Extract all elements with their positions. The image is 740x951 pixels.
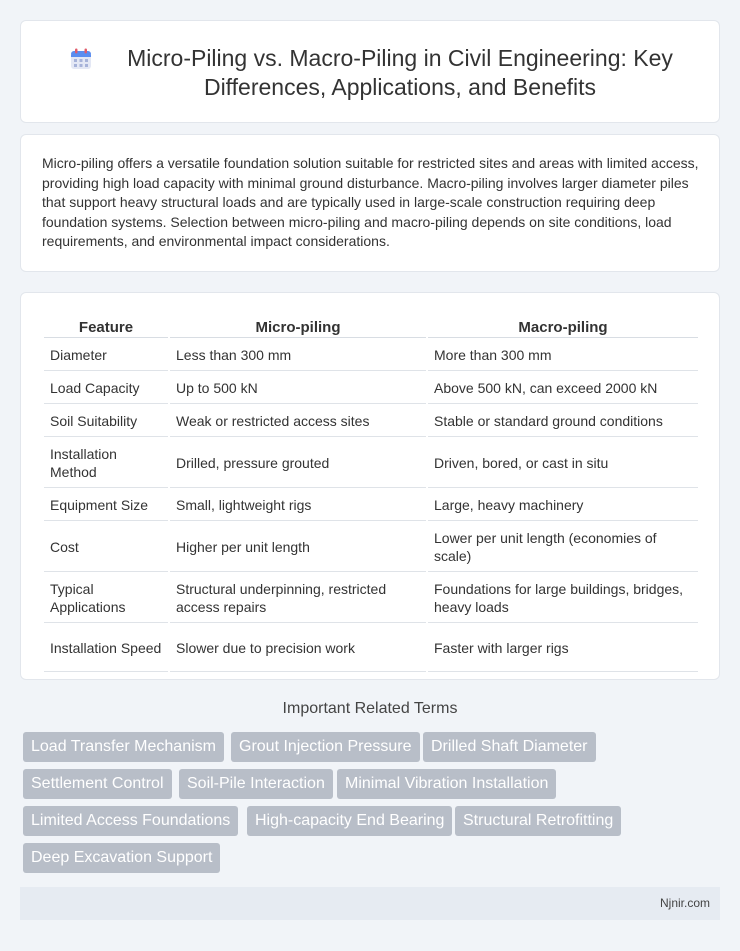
macro-cell: Lower per unit length (economies of scale) xyxy=(428,523,698,572)
micro-cell: Higher per unit length xyxy=(170,523,426,572)
calendar-icon xyxy=(69,47,93,71)
tag-load-transfer-mechanism[interactable]: Load Transfer Mechanism xyxy=(23,732,224,762)
tag-limited-access-foundations[interactable]: Limited Access Foundations xyxy=(23,806,238,836)
feature-cell: Installation Method xyxy=(44,439,168,488)
micro-cell: Up to 500 kN xyxy=(170,373,426,404)
feature-cell: Equipment Size xyxy=(44,490,168,521)
table-row xyxy=(44,439,698,488)
comparison-table-card xyxy=(20,292,720,680)
macro-cell: Large, heavy machinery xyxy=(428,490,698,521)
comparison-table xyxy=(42,314,700,674)
feature-cell: Cost xyxy=(44,523,168,572)
micro-cell: Less than 300 mm xyxy=(170,340,426,371)
tag-settlement-control[interactable]: Settlement Control xyxy=(23,769,172,799)
tag-drilled-shaft-diameter[interactable]: Drilled Shaft Diameter xyxy=(423,732,596,762)
title-card xyxy=(20,20,720,123)
table-row xyxy=(44,490,698,521)
macro-cell: More than 300 mm xyxy=(428,340,698,371)
macro-cell: Stable or standard ground conditions xyxy=(428,406,698,437)
micro-cell: Weak or restricted access sites xyxy=(170,406,426,437)
table-row xyxy=(44,340,698,371)
feature-cell: Diameter xyxy=(44,340,168,371)
page-title: Micro-Piling vs. Macro-Piling in Civil Engineering: Key Differences, Applications, and Benefits xyxy=(127,45,673,100)
table-header-row xyxy=(44,316,698,338)
table-row xyxy=(44,574,698,623)
tag-minimal-vibration-installation[interactable]: Minimal Vibration Installation xyxy=(337,769,556,799)
macro-cell: Above 500 kN, can exceed 2000 kN xyxy=(428,373,698,404)
intro-card xyxy=(20,134,720,272)
feature-cell: Soil Suitability xyxy=(44,406,168,437)
header-macro-piling: Macro-piling xyxy=(428,316,698,338)
related-terms-heading: Important Related Terms xyxy=(282,700,458,717)
feature-cell: Load Capacity xyxy=(44,373,168,404)
header-feature: Feature xyxy=(44,316,168,338)
feature-cell: Typical Applications xyxy=(44,574,168,623)
table-row xyxy=(44,406,698,437)
macro-cell: Faster with larger rigs xyxy=(428,625,698,672)
feature-cell: Installation Speed xyxy=(44,625,168,672)
tag-grout-injection-pressure[interactable]: Grout Injection Pressure xyxy=(231,732,420,762)
footer xyxy=(20,887,720,920)
table-row xyxy=(44,625,698,672)
table-row xyxy=(44,373,698,404)
micro-cell: Slower due to precision work xyxy=(170,625,426,672)
tag-deep-excavation-support[interactable]: Deep Excavation Support xyxy=(23,843,220,873)
tag-high-capacity-end-bearing[interactable]: High-capacity End Bearing xyxy=(247,806,452,836)
micro-cell: Structural underpinning, restricted access repairs xyxy=(170,574,426,623)
table-row xyxy=(44,523,698,572)
micro-cell: Drilled, pressure grouted xyxy=(170,439,426,488)
macro-cell: Foundations for large buildings, bridges, heavy loads xyxy=(428,574,698,623)
footer-site-link[interactable]: Njnir.com xyxy=(659,896,710,910)
tag-soil-pile-interaction[interactable]: Soil-Pile Interaction xyxy=(179,769,333,799)
header-micro-piling: Micro-piling xyxy=(170,316,426,338)
macro-cell: Driven, bored, or cast in situ xyxy=(428,439,698,488)
micro-cell: Small, lightweight rigs xyxy=(170,490,426,521)
tag-structural-retrofitting[interactable]: Structural Retrofitting xyxy=(455,806,621,836)
intro-paragraph: Micro-piling offers a versatile foundation solution suitable for restricted sites and areas with limited access, providing high load capacity with minimal ground disturbance. Macro-piling involves larger diameter piles that support heavy structural loads and are typically used in large-scale construction requiring deep foundation systems. Selection between micro-piling and macro-piling depends on site conditions, load requirements, and environmental impact considerations. xyxy=(42,155,699,249)
